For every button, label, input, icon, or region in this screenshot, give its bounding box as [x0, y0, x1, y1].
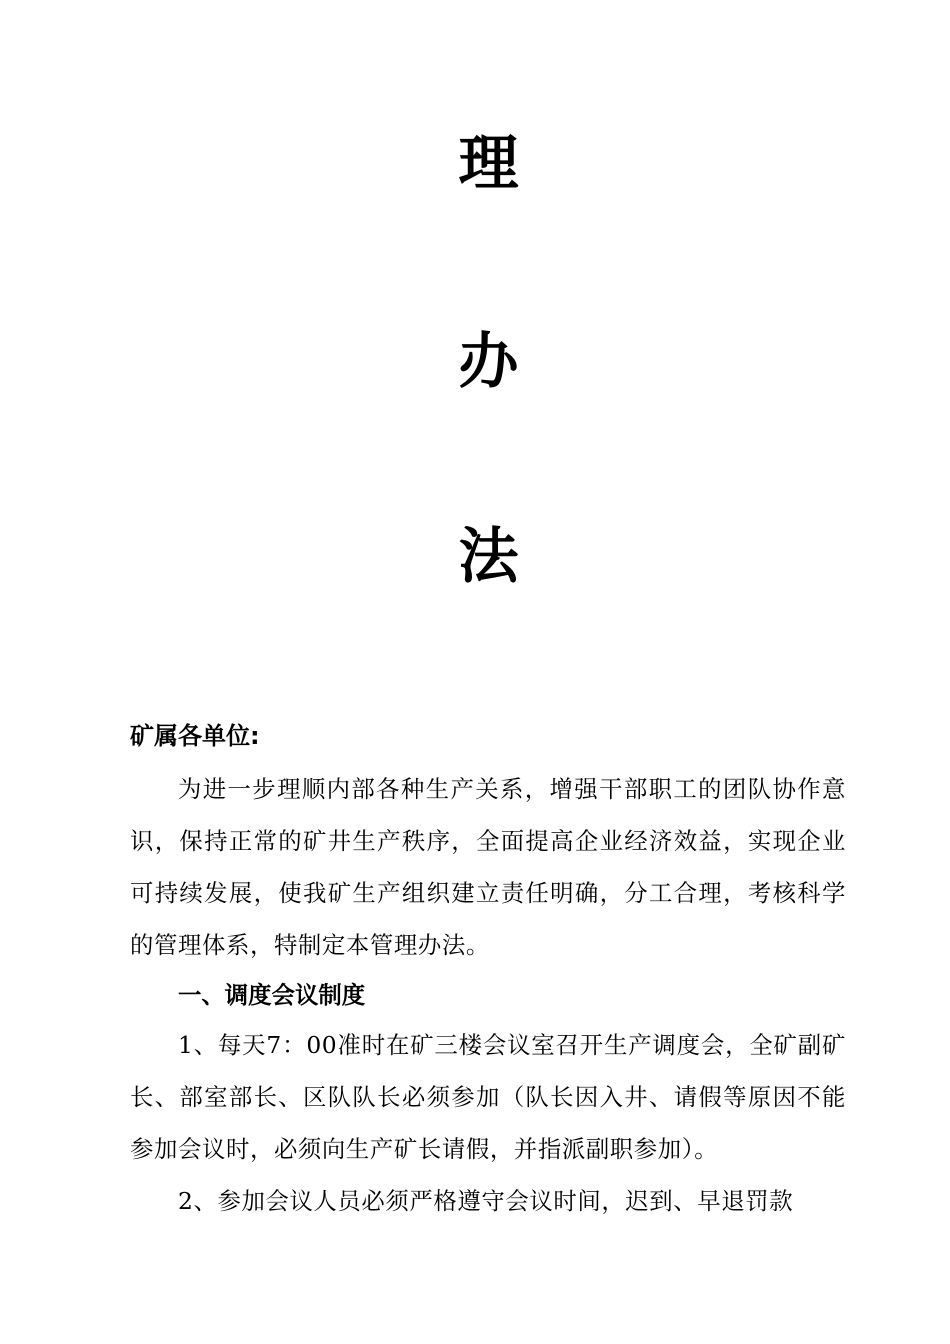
title-char-1: 理	[458, 129, 519, 199]
title-char-3: 法	[458, 522, 519, 592]
section-item-1: 1、每天7：00准时在矿三楼会议室召开生产调度会，全矿副矿长、部室部长、区队队长必须参加（队长因入井、请假等原因不能参加会议时，必须向生产矿长请假，并指派副职参加）。	[130, 1031, 846, 1163]
section-item-2: 2、参加会议人员必须严格遵守会议时间，迟到、早退罚款	[178, 1187, 794, 1215]
document-body	[130, 717, 846, 1227]
section-heading: 一、调度会议制度	[178, 981, 366, 1009]
title-char-2: 办	[458, 327, 519, 397]
salutation: 矿属各单位:	[130, 722, 260, 750]
intro-paragraph: 为进一步理顺内部各种生产关系，增强干部职工的团队协作意识，保持正常的矿井生产秩序，全面提高企业经济效益，实现企业可持续发展，使我矿生产组织建立责任明确，分工合理，考核科学的管理体系，特制定本管理办法。	[130, 775, 846, 959]
